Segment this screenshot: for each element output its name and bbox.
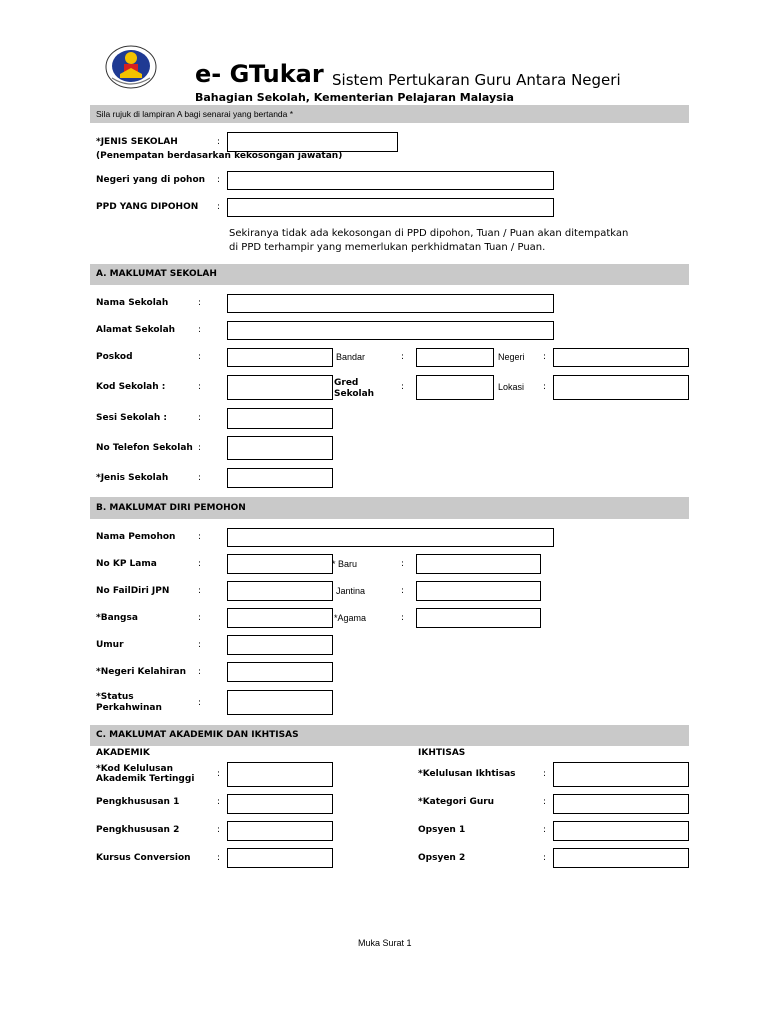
colon: : bbox=[198, 559, 202, 569]
colon: : bbox=[401, 352, 405, 362]
kp-baru-label: * Baru bbox=[332, 559, 358, 569]
status-label-line2: Perkahwinan bbox=[96, 703, 162, 713]
jenis-sekolah-a-input[interactable] bbox=[227, 468, 333, 488]
colon: : bbox=[198, 698, 202, 708]
colon: : bbox=[198, 640, 202, 650]
jantina-input[interactable] bbox=[416, 581, 541, 601]
lokasi-input[interactable] bbox=[553, 375, 689, 400]
kod-kelulusan-label-line2: Akademik Tertinggi bbox=[96, 774, 195, 784]
kategori-guru-label: *Kategori Guru bbox=[418, 797, 495, 807]
gred-sekolah-label: Gred Sekolah bbox=[334, 378, 375, 399]
colon: : bbox=[543, 797, 547, 807]
kursus-conversion-input[interactable] bbox=[227, 848, 333, 868]
colon: : bbox=[401, 613, 405, 623]
colon: : bbox=[543, 352, 547, 362]
negeri-kelahiran-input[interactable] bbox=[227, 662, 333, 682]
kod-kelulusan-label-line1: *Kod Kelulusan bbox=[96, 764, 174, 774]
colon: : bbox=[543, 825, 547, 835]
fail-diri-input[interactable] bbox=[227, 581, 333, 601]
colon: : bbox=[217, 825, 221, 835]
colon: : bbox=[198, 613, 202, 623]
colon: : bbox=[198, 352, 202, 362]
agama-input[interactable] bbox=[416, 608, 541, 628]
section-c-header bbox=[90, 725, 689, 746]
colon: : bbox=[401, 382, 405, 392]
opsyen-1-label: Opsyen 1 bbox=[418, 825, 466, 835]
colon: : bbox=[198, 473, 202, 483]
colon: : bbox=[217, 175, 221, 185]
ministry-logo bbox=[104, 44, 158, 90]
negeri-input[interactable] bbox=[553, 348, 689, 367]
jantina-label: Jantina bbox=[336, 586, 366, 596]
jenis-sekolah-label: *JENIS SEKOLAH bbox=[96, 137, 178, 147]
section-c-title: C. MAKLUMAT AKADEMIK DAN IKHTISAS bbox=[96, 730, 299, 740]
ppd-dipohon-input[interactable] bbox=[227, 198, 554, 217]
umur-label: Umur bbox=[96, 640, 124, 650]
colon: : bbox=[217, 137, 221, 147]
gred-sekolah-input[interactable] bbox=[416, 375, 494, 400]
pengkhususan-1-label: Pengkhususan 1 bbox=[96, 797, 180, 807]
jenis-sekolah-a-label: *Jenis Sekolah bbox=[96, 473, 169, 483]
agama-label: *Agama bbox=[334, 613, 367, 623]
status-label-line1: *Status bbox=[96, 692, 134, 702]
umur-input[interactable] bbox=[227, 635, 333, 655]
negeri-label: Negeri bbox=[498, 352, 525, 362]
pengkhususan-2-input[interactable] bbox=[227, 821, 333, 841]
telefon-sekolah-input[interactable] bbox=[227, 436, 333, 460]
nama-sekolah-input[interactable] bbox=[227, 294, 554, 313]
department-name: Bahagian Sekolah, Kementerian Pelajaran Malaysia bbox=[195, 91, 514, 104]
poskod-input[interactable] bbox=[227, 348, 333, 367]
colon: : bbox=[543, 382, 547, 392]
kp-lama-input[interactable] bbox=[227, 554, 333, 574]
colon: : bbox=[543, 853, 547, 863]
sesi-sekolah-input[interactable] bbox=[227, 408, 333, 429]
system-subtitle: Sistem Pertukaran Guru Antara Negeri bbox=[332, 71, 621, 89]
bandar-input[interactable] bbox=[416, 348, 494, 367]
colon: : bbox=[198, 586, 202, 596]
colon: : bbox=[198, 443, 202, 453]
pengkhususan-2-label: Pengkhususan 2 bbox=[96, 825, 180, 835]
bangsa-input[interactable] bbox=[227, 608, 333, 628]
nama-sekolah-label: Nama Sekolah bbox=[96, 298, 169, 308]
negeri-dipohon-label: Negeri yang di pohon bbox=[96, 175, 206, 185]
section-a-title: A. MAKLUMAT SEKOLAH bbox=[96, 269, 217, 279]
negeri-dipohon-input[interactable] bbox=[227, 171, 554, 190]
negeri-kelahiran-label: *Negeri Kelahiran bbox=[96, 667, 187, 677]
kp-baru-input[interactable] bbox=[416, 554, 541, 574]
fail-diri-label: No FailDiri JPN bbox=[96, 586, 170, 596]
jenis-sekolah-note: (Penempatan berdasarkan kekosongan jawatan) bbox=[96, 151, 343, 161]
ppd-notice-line1: Sekiranya tidak ada kekosongan di PPD dipohon, Tuan / Puan akan ditempatkan bbox=[229, 228, 629, 239]
opsyen-2-label: Opsyen 2 bbox=[418, 853, 466, 863]
section-b-header bbox=[90, 497, 689, 519]
akademik-heading: AKADEMIK bbox=[96, 748, 150, 758]
kp-lama-label: No KP Lama bbox=[96, 559, 157, 569]
colon: : bbox=[543, 769, 547, 779]
kod-sekolah-label: Kod Sekolah : bbox=[96, 382, 166, 392]
page-number: Muka Surat 1 bbox=[358, 938, 412, 948]
ikhtisas-heading: IKHTISAS bbox=[418, 748, 466, 758]
colon: : bbox=[198, 325, 202, 335]
colon: : bbox=[401, 559, 405, 569]
alamat-sekolah-input[interactable] bbox=[227, 321, 554, 340]
colon: : bbox=[198, 413, 202, 423]
pengkhususan-1-input[interactable] bbox=[227, 794, 333, 814]
brand-title: e- GTukar bbox=[195, 60, 324, 88]
status-perkahwinan-input[interactable] bbox=[227, 690, 333, 715]
kelulusan-ikhtisas-input[interactable] bbox=[553, 762, 689, 787]
colon: : bbox=[217, 797, 221, 807]
telefon-sekolah-label: No Telefon Sekolah bbox=[96, 443, 193, 453]
section-b-title: B. MAKLUMAT DIRI PEMOHON bbox=[96, 503, 246, 513]
colon: : bbox=[198, 382, 202, 392]
note-text: Sila rujuk di lampiran A bagi senarai yang bertanda * bbox=[96, 109, 294, 119]
section-a-header bbox=[90, 264, 689, 285]
colon: : bbox=[401, 586, 405, 596]
colon: : bbox=[198, 667, 202, 677]
colon: : bbox=[217, 853, 221, 863]
ppd-dipohon-label: PPD YANG DIPOHON bbox=[96, 202, 199, 212]
kursus-conversion-label: Kursus Conversion bbox=[96, 853, 191, 863]
nama-pemohon-label: Nama Pemohon bbox=[96, 532, 176, 542]
colon: : bbox=[198, 532, 202, 542]
opsyen-1-input[interactable] bbox=[553, 821, 689, 841]
kod-kelulusan-input[interactable] bbox=[227, 762, 333, 787]
lokasi-label: Lokasi bbox=[498, 382, 525, 392]
colon: : bbox=[217, 202, 221, 212]
kategori-guru-input[interactable] bbox=[553, 794, 689, 814]
kelulusan-ikhtisas-label: *Kelulusan Ikhtisas bbox=[418, 769, 516, 779]
colon: : bbox=[217, 769, 221, 779]
sesi-sekolah-label: Sesi Sekolah : bbox=[96, 413, 167, 423]
colon: : bbox=[198, 298, 202, 308]
bangsa-label: *Bangsa bbox=[96, 613, 138, 623]
opsyen-2-input[interactable] bbox=[553, 848, 689, 868]
kod-sekolah-input[interactable] bbox=[227, 375, 333, 400]
nama-pemohon-input[interactable] bbox=[227, 528, 554, 547]
jenis-sekolah-input[interactable] bbox=[227, 132, 398, 152]
alamat-sekolah-label: Alamat Sekolah bbox=[96, 325, 176, 335]
bandar-label: Bandar bbox=[336, 352, 366, 362]
note-bar bbox=[90, 105, 689, 123]
ppd-notice-line2: di PPD terhampir yang memerlukan perkhidmatan Tuan / Puan. bbox=[229, 242, 546, 253]
poskod-label: Poskod bbox=[96, 352, 133, 362]
